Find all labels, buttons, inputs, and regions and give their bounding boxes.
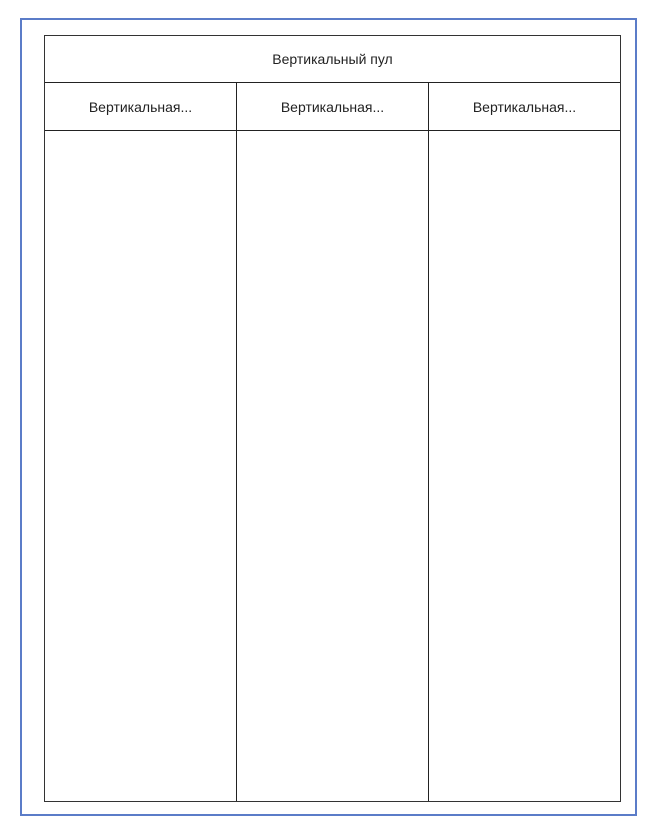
lane-body[interactable] xyxy=(429,131,620,801)
pool-title[interactable]: Вертикальный пул xyxy=(45,36,620,83)
lane-3[interactable] xyxy=(428,83,620,801)
lanes-container xyxy=(45,83,620,801)
lane-body[interactable] xyxy=(45,131,236,801)
vertical-pool[interactable] xyxy=(44,35,621,802)
lane-2[interactable] xyxy=(236,83,428,801)
lane-1[interactable] xyxy=(45,83,236,801)
lane-header[interactable]: Вертикальная... xyxy=(237,83,428,131)
lane-header[interactable]: Вертикальная... xyxy=(429,83,620,131)
lane-body[interactable] xyxy=(237,131,428,801)
lane-header[interactable]: Вертикальная... xyxy=(45,83,236,131)
